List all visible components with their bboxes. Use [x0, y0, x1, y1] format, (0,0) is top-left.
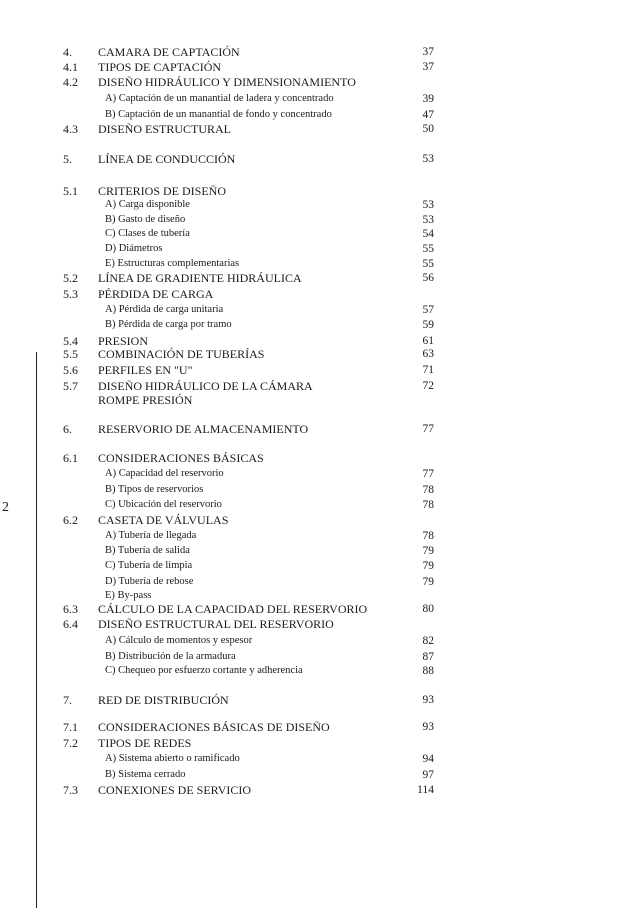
toc-entry-page: 53 — [422, 199, 434, 211]
toc-entry-page: 93 — [422, 721, 434, 733]
toc-entry — [0, 663, 638, 679]
toc-entry-title: DISEÑO HIDRÁULICO Y DIMENSIONAMIENTO — [98, 75, 356, 89]
toc-entry — [0, 59, 638, 75]
toc-entry-number: 5.1 — [63, 184, 78, 198]
toc-entry-page: 57 — [422, 304, 434, 316]
toc-entry-number: 5.5 — [63, 347, 78, 361]
toc-entry — [0, 226, 638, 242]
toc-entry — [0, 543, 638, 559]
toc-entry — [0, 466, 638, 482]
toc-entry-title: COMBINACIÓN DE TUBERÍAS — [98, 347, 265, 361]
toc-entry — [0, 151, 638, 167]
toc-entry-title: A) Pérdida de carga unitaria — [105, 304, 224, 315]
toc-entry-number: 4.2 — [63, 75, 78, 89]
toc-entry-title: LÍNEA DE CONDUCCIÓN — [98, 152, 236, 166]
toc-entry — [0, 528, 638, 544]
toc-entry-title: A) Cálculo de momentos y espesor — [105, 635, 253, 646]
toc-entry-title: A) Captación de un manantial de ladera y concentrado — [105, 93, 334, 104]
toc-entry-page: 78 — [422, 499, 434, 511]
toc-entry-title: B) Distribución de la armadura — [105, 651, 236, 662]
toc-entry-page: 39 — [422, 93, 434, 105]
toc-entry-title: C) Tubería de limpia — [105, 560, 193, 571]
toc-entry-page: 87 — [422, 651, 434, 663]
toc-entry-title: C) Ubicación del reservorio — [105, 499, 222, 510]
toc-entry-title: PÉRDIDA DE CARGA — [98, 287, 214, 301]
toc-entry-number: 4.1 — [63, 60, 78, 74]
toc-entry-title: E) By-pass — [105, 590, 152, 601]
toc-entry-title: C) Clases de tubería — [105, 228, 190, 239]
toc-entry-page: 80 — [422, 603, 434, 615]
toc-entry-page: 79 — [422, 560, 434, 572]
toc-entry-page: 77 — [422, 423, 434, 435]
toc-entry-title: CAMARA DE CAPTACIÓN — [98, 45, 240, 59]
toc-entry-title: B) Tubería de salida — [105, 545, 190, 556]
toc-entry — [0, 497, 638, 513]
toc-entry-title: C) Chequeo por esfuerzo cortante y adherencia — [105, 665, 303, 676]
toc-entry — [0, 616, 638, 632]
toc-entry-title: A) Tubería de llegada — [105, 530, 197, 541]
toc-entry-page: 71 — [422, 364, 434, 376]
toc-entry-number: 5.7 — [63, 379, 78, 393]
toc-entry — [0, 421, 638, 437]
toc-entry-page: 47 — [422, 109, 434, 121]
toc-entry-page: 37 — [422, 61, 434, 73]
toc-entry-page: 53 — [422, 214, 434, 226]
toc-entry-page: 78 — [422, 530, 434, 542]
toc-entry-title: TIPOS DE CAPTACIÓN — [98, 60, 222, 74]
toc-entry-page: 53 — [422, 153, 434, 165]
toc-entry-title: ROMPE PRESIÓN — [98, 393, 193, 407]
toc-entry-title: CONSIDERACIONES BÁSICAS DE DISEÑO — [98, 720, 330, 734]
toc-entry — [0, 482, 638, 498]
toc-entry-page: 37 — [422, 46, 434, 58]
toc-entry — [0, 317, 638, 333]
toc-entry — [0, 44, 638, 60]
toc-entry-page: 79 — [422, 576, 434, 588]
toc-entry-number: 6.2 — [63, 513, 78, 527]
toc-entry-page: 59 — [422, 319, 434, 331]
toc-entry-title: A) Sistema abierto o ramificado — [105, 753, 240, 764]
toc-entry-page: 55 — [422, 258, 434, 270]
toc-entry-page: 94 — [422, 753, 434, 765]
toc-entry — [0, 450, 638, 466]
toc-entry-page: 79 — [422, 545, 434, 557]
toc-entry-title: CASETA DE VÁLVULAS — [98, 513, 229, 527]
toc-entry — [0, 362, 638, 378]
toc-entry-number: 7.1 — [63, 720, 78, 734]
toc-entry-title: B) Sistema cerrado — [105, 769, 186, 780]
toc-entry-page: 56 — [422, 272, 434, 284]
toc-entry — [0, 392, 638, 408]
toc-entry — [0, 512, 638, 528]
toc-entry-number: 6.3 — [63, 602, 78, 616]
toc-entry — [0, 692, 638, 708]
toc-entry-title: D) Tubería de rebose — [105, 576, 194, 587]
toc-entry-title: D) Diámetros — [105, 243, 163, 254]
toc-entry — [0, 601, 638, 617]
toc-entry-title: CONEXIONES DE SERVICIO — [98, 783, 252, 797]
toc-entry-title: PRESION — [98, 334, 149, 348]
toc-entry-page: 72 — [422, 380, 434, 392]
toc-entry — [0, 633, 638, 649]
toc-entry — [0, 197, 638, 213]
toc-entry-title: DISEÑO HIDRÁULICO DE LA CÁMARA — [98, 379, 313, 393]
toc-entry-page: 88 — [422, 665, 434, 677]
toc-entry-number: 5.2 — [63, 271, 78, 285]
toc-entry-number: 6. — [63, 422, 72, 436]
toc-entry-page: 63 — [422, 348, 434, 360]
toc-entry-number: 7.2 — [63, 736, 78, 750]
toc-entry — [0, 782, 638, 798]
toc-entry-number: 7.3 — [63, 783, 78, 797]
toc-entry-number: 4. — [63, 45, 72, 59]
toc-entry-page: 93 — [422, 694, 434, 706]
toc-entry-title: E) Estructuras complementarias — [105, 258, 240, 269]
toc-entry-title: B) Captación de un manantial de fondo y concentrado — [105, 109, 332, 120]
toc-entry — [0, 558, 638, 574]
toc-entry — [0, 735, 638, 751]
toc-entry — [0, 751, 638, 767]
toc-entry-number: 7. — [63, 693, 72, 707]
toc-entry — [0, 270, 638, 286]
toc-entry-page: 77 — [422, 468, 434, 480]
toc-entry — [0, 346, 638, 362]
toc-entry-title: A) Capacidad del reservorio — [105, 468, 224, 479]
toc-entry-title: CÁLCULO DE LA CAPACIDAD DEL RESERVORIO — [98, 602, 368, 616]
toc-entry — [0, 286, 638, 302]
toc-entry — [0, 91, 638, 107]
toc-entry-number: 6.1 — [63, 451, 78, 465]
toc-entry-number: 5.3 — [63, 287, 78, 301]
toc-entry — [0, 767, 638, 783]
toc-entry-page: 61 — [422, 335, 434, 347]
toc-entry-page: 54 — [422, 228, 434, 240]
toc-entry-title: B) Tipos de reservorios — [105, 484, 204, 495]
toc-entry-title: PERFILES EN "U" — [98, 363, 193, 377]
toc-entry — [0, 121, 638, 137]
toc-entry-title: LÍNEA DE GRADIENTE HIDRÁULICA — [98, 271, 302, 285]
toc-entry-page: 78 — [422, 484, 434, 496]
toc-entry-number: 5.6 — [63, 363, 78, 377]
toc-entry-title: RESERVORIO DE ALMACENAMIENTO — [98, 422, 309, 436]
toc-entry-number: 4.3 — [63, 122, 78, 136]
toc-entry — [0, 719, 638, 735]
toc-entry-title: DISEÑO ESTRUCTURAL DEL RESERVORIO — [98, 617, 334, 631]
toc-entry — [0, 241, 638, 257]
toc-entry-page: 97 — [422, 769, 434, 781]
toc-entry-title: B) Gasto de diseño — [105, 214, 186, 225]
toc-entry-title: CRITERIOS DE DISEÑO — [98, 184, 226, 198]
toc-entry-title: CONSIDERACIONES BÁSICAS — [98, 451, 264, 465]
toc-entry-page: 82 — [422, 635, 434, 647]
toc-entry-page: 55 — [422, 243, 434, 255]
toc-entry — [0, 74, 638, 90]
toc-entry-title: A) Carga disponible — [105, 199, 190, 210]
toc-entry-number: 6.4 — [63, 617, 78, 631]
toc-entry-title: TIPOS DE REDES — [98, 736, 192, 750]
toc-entry-title: RED DE DISTRIBUCIÓN — [98, 693, 229, 707]
toc-entry-page: 50 — [422, 123, 434, 135]
toc-entry — [0, 302, 638, 318]
page-number: 2 — [2, 500, 9, 515]
toc-entry-title: DISEÑO ESTRUCTURAL — [98, 122, 232, 136]
toc-entry-number: 5. — [63, 152, 72, 166]
toc-entry-number: 5.4 — [63, 334, 78, 348]
toc-entry-title: B) Pérdida de carga por tramo — [105, 319, 232, 330]
toc-entry-page: 114 — [417, 784, 434, 796]
